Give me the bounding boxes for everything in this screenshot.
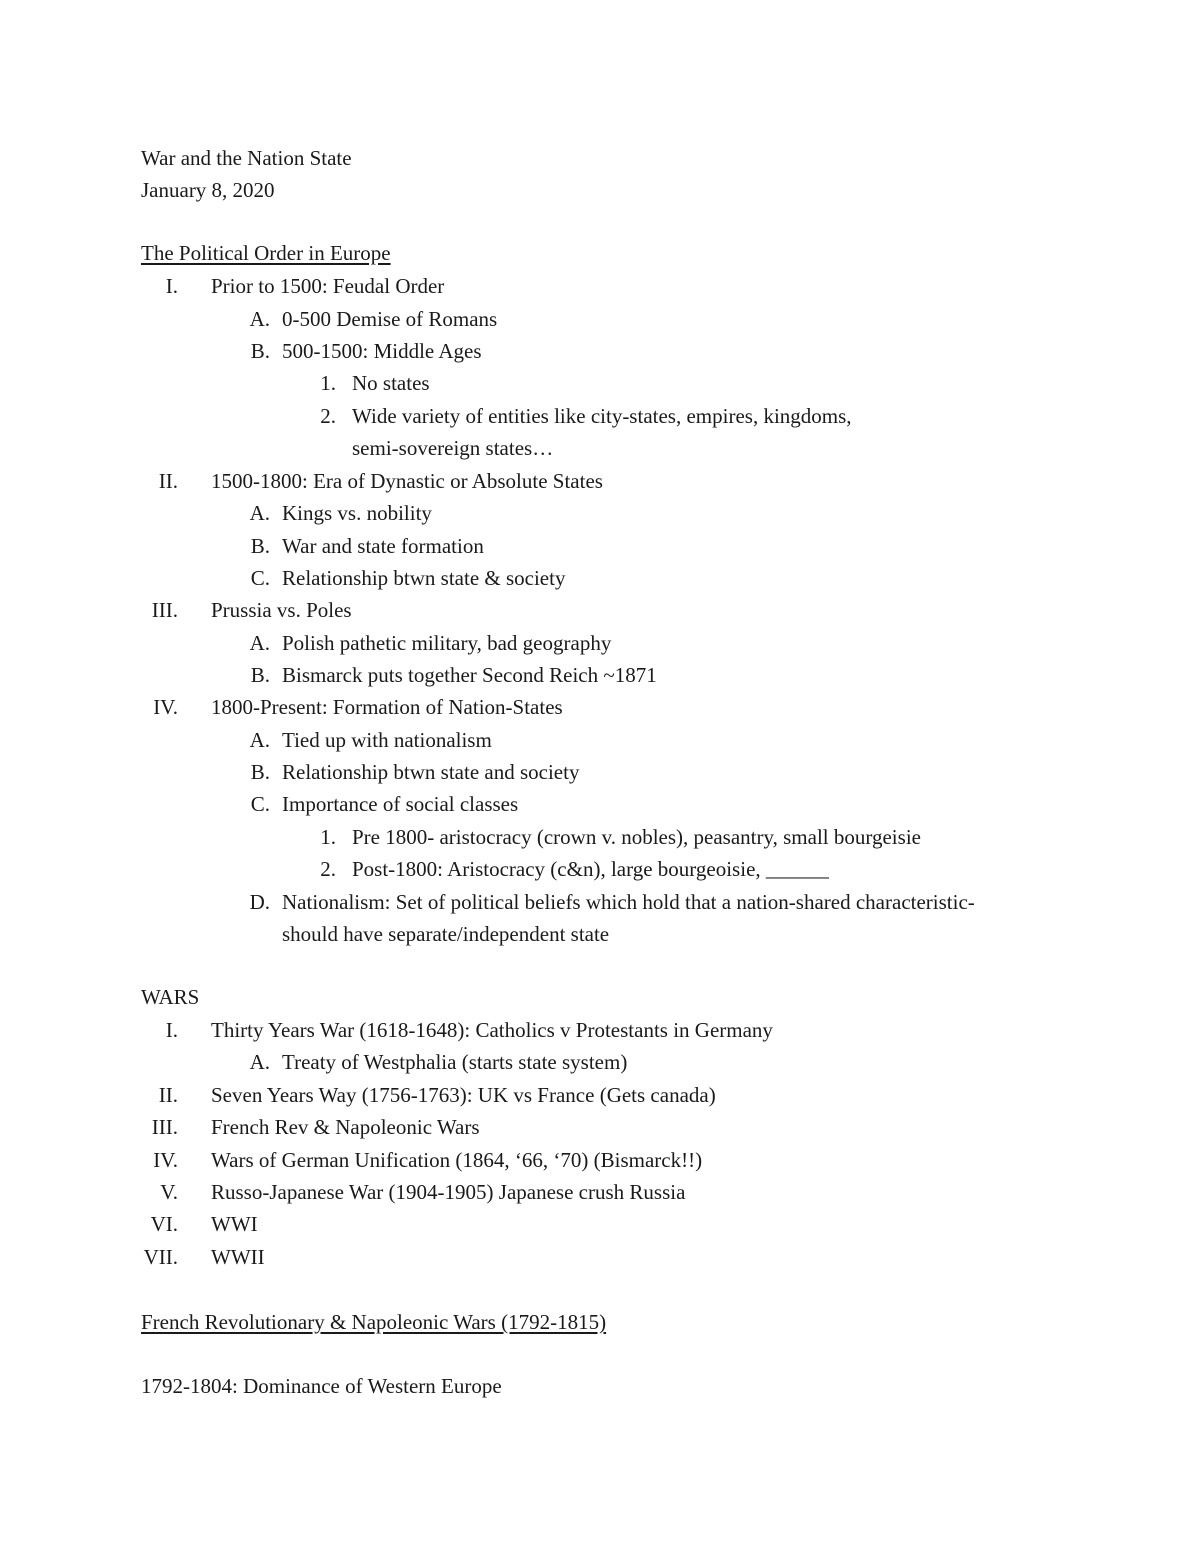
outline-item: Pre 1800- aristocracy (crown v. nobles), peasantry, small bourgeisie [352, 825, 921, 849]
outline-item: Bismarck puts together Second Reich ~1871 [282, 663, 657, 687]
section-heading-wars: WARS [141, 985, 200, 1009]
outline-item: 0-500 Demise of Romans [282, 307, 498, 331]
outline-item: No states [352, 371, 430, 395]
outline-item: Kings vs. nobility [282, 501, 432, 525]
outline-number: B. [250, 339, 270, 363]
outline-number: B. [250, 534, 270, 558]
outline-item: 1500-1800: Era of Dynastic or Absolute States [211, 469, 603, 493]
outline-number: A. [249, 728, 270, 752]
outline-number: A. [249, 631, 270, 655]
outline-item: WWII [211, 1245, 265, 1269]
outline-number: 1. [320, 371, 336, 395]
outline-number: C. [250, 566, 270, 590]
outline-item: French Rev & Napoleonic Wars [211, 1115, 480, 1139]
outline-item: Prior to 1500: Feudal Order [211, 274, 445, 298]
outline-item: Importance of social classes [282, 792, 519, 816]
outline-number: A. [249, 501, 270, 525]
outline-number: V. [160, 1180, 178, 1204]
outline-number: 2. [320, 404, 336, 428]
outline-number: A. [249, 1050, 270, 1074]
outline-item: Relationship btwn state and society [282, 760, 580, 784]
outline-item: Wide variety of entities like city-states, empires, kingdoms, [352, 404, 852, 428]
outline-number: I. [165, 1018, 178, 1042]
outline-item-continuation: semi-sovereign states… [352, 436, 554, 460]
outline-number: C. [250, 792, 270, 816]
outline-item: Nationalism: Set of political beliefs which hold that a nation-shared characteristic- [282, 890, 975, 914]
outline-item: Russo-Japanese War (1904-1905) Japanese crush Russia [211, 1180, 686, 1204]
document-title: War and the Nation State [141, 146, 352, 170]
outline-item: Post-1800: Aristocracy (c&n), large bourgeoisie, ______ [352, 857, 829, 881]
outline-number: II. [158, 1083, 178, 1107]
outline-item: War and state formation [282, 534, 484, 558]
outline-number: VI. [150, 1212, 178, 1236]
outline-number: VII. [143, 1245, 178, 1269]
outline-item: Thirty Years War (1618-1648): Catholics v Protestants in Germany [211, 1018, 773, 1042]
outline-number: III. [151, 1115, 178, 1139]
section-heading-french-wars: French Revolutionary & Napoleonic Wars (1792-1815) [141, 1310, 607, 1334]
outline-item-continuation: should have separate/independent state [282, 922, 610, 946]
outline-number: A. [249, 307, 270, 331]
outline-number: III. [151, 598, 178, 622]
outline-number: B. [250, 760, 270, 784]
outline-number: 1. [320, 825, 336, 849]
body-line: 1792-1804: Dominance of Western Europe [141, 1374, 502, 1398]
outline-number: 2. [320, 857, 336, 881]
document-date: January 8, 2020 [141, 178, 275, 202]
outline-number: B. [250, 663, 270, 687]
outline-number: I. [165, 274, 178, 298]
outline-item: 1800-Present: Formation of Nation-States [211, 695, 563, 719]
outline-item: Treaty of Westphalia (starts state system) [282, 1050, 628, 1074]
section-heading-political-order: The Political Order in Europe [141, 241, 391, 265]
outline-item: WWI [211, 1212, 258, 1236]
outline-item: 500-1500: Middle Ages [282, 339, 482, 363]
outline-item: Wars of German Unification (1864, ‘66, ‘70) (Bismarck!!) [211, 1148, 703, 1172]
outline-number: IV. [153, 1148, 178, 1172]
outline-item: Relationship btwn state & society [282, 566, 566, 590]
outline-number: D. [249, 890, 270, 914]
outline-item: Prussia vs. Poles [211, 598, 352, 622]
outline-number: II. [158, 469, 178, 493]
outline-number: IV. [153, 695, 178, 719]
outline-item: Polish pathetic military, bad geography [282, 631, 612, 655]
outline-item: Tied up with nationalism [282, 728, 492, 752]
outline-item: Seven Years Way (1756-1763): UK vs France (Gets canada) [211, 1083, 716, 1107]
